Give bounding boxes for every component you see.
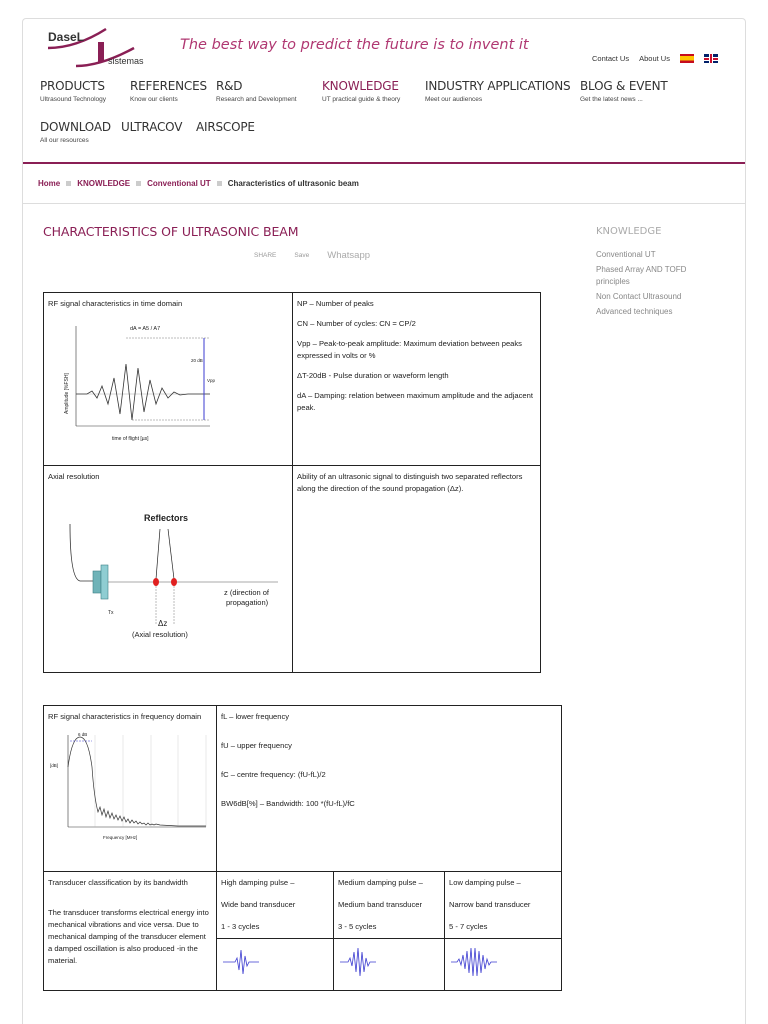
nav-industry-applications[interactable]: INDUSTRY APPLICATIONS Meet our audiences — [425, 79, 571, 103]
bandwidth-classification-cell — [44, 872, 217, 991]
dasel-logo[interactable] — [46, 26, 176, 68]
whatsapp-button[interactable]: Whatsapp — [327, 250, 371, 261]
axial-resolution-definition — [293, 466, 541, 673]
freq-y-label: [dB] — [50, 763, 59, 768]
breadcrumb-home[interactable]: Home — [38, 179, 61, 188]
share-bar — [254, 250, 370, 261]
definition-fl: fL – lower frequency — [221, 712, 290, 721]
medium-damping-cycles: 3 - 5 cycles — [338, 922, 377, 931]
high-damping-label: High damping pulse – — [221, 878, 295, 887]
db6-label: 6 dB — [78, 732, 88, 737]
bandwidth-classification-text: The transducer transforms electrical energy into mechanical vibrations and vice versa. Due to mechanical damping of the transducer element a damped oscillation is also produced -in the material. — [48, 908, 209, 965]
share-label: SHARE — [254, 252, 277, 259]
z-label-line2: propagation) — [226, 598, 269, 607]
db20-label: 20 dB — [191, 358, 203, 363]
high-damping-pulse-icon — [221, 944, 261, 980]
breadcrumb-knowledge[interactable]: KNOWLEDGE — [77, 179, 131, 188]
nav-blog-event[interactable]: BLOG & EVENT Get the latest news ... — [580, 79, 668, 103]
narrow-band-label: Narrow band transducer — [449, 900, 531, 909]
axial-resolution-cell — [44, 466, 293, 673]
low-damping-label: Low damping pulse – — [449, 878, 521, 887]
bandwidth-classification-title: Transducer classification by its bandwidth — [48, 878, 188, 887]
time-domain-title: RF signal characteristics in time domain — [48, 299, 183, 308]
time-domain-table — [43, 292, 541, 673]
sidebar-item-advanced[interactable]: Advanced techniques — [596, 307, 673, 316]
nav-airscope[interactable]: AIRSCOPE — [196, 120, 255, 134]
breadcrumb-separator — [66, 181, 71, 186]
low-damping-pulse-icon — [449, 944, 499, 980]
medium-damping-pulse-cell — [334, 939, 445, 991]
about-link[interactable]: About Us — [639, 54, 670, 63]
definition-bw: BW6dB[%] – Bandwidth: 100 *(fU-fL)/fC — [221, 799, 355, 808]
definition-vpp: Vpp – Peak-to-peak amplitude: Maximum deviation between peaks expressed in volts or % — [297, 339, 522, 360]
definition-da: dA – Damping: relation between maximum amplitude and the adjacent peak. — [297, 391, 533, 412]
time-x-label: time of flight [µs] — [112, 436, 149, 442]
frequency-domain-figure — [48, 727, 208, 842]
contact-link[interactable]: Contact Us — [592, 54, 630, 63]
definition-fc: fC – centre frequency: (fU-fL)/2 — [221, 770, 326, 779]
uk-flag-icon[interactable] — [704, 54, 718, 63]
breadcrumb-separator — [136, 181, 141, 186]
medium-damping-label: Medium damping pulse – — [338, 878, 423, 887]
tagline: The best way to predict the future is to invent it — [180, 37, 529, 53]
reflectors-label: Reflectors — [144, 513, 189, 523]
time-y-label: Amplitude [%FSH] — [64, 373, 70, 414]
medium-damping-cell — [334, 872, 445, 939]
save-button[interactable]: Save — [294, 252, 310, 259]
time-domain-figure — [62, 316, 237, 446]
high-damping-cycles: 1 - 3 cycles — [221, 922, 260, 931]
sidebar-item-non-contact[interactable]: Non Contact Ultrasound — [596, 292, 682, 301]
nav-divider — [23, 162, 745, 164]
nav-rnd[interactable]: R&D Research and Development — [216, 79, 297, 103]
wide-band-label: Wide band transducer — [221, 900, 296, 909]
nav-references[interactable]: REFERENCES Know our clients — [130, 79, 207, 103]
high-damping-cell — [217, 872, 334, 939]
nav-products[interactable]: PRODUCTS Ultrasound Technology — [40, 79, 107, 103]
logo-text-bottom: sistemas — [108, 56, 144, 66]
logo-text-top: DaseL — [48, 30, 85, 44]
breadcrumb-separator — [217, 181, 222, 186]
frequency-domain-title: RF signal characteristics in frequency domain — [48, 712, 202, 721]
top-links — [592, 54, 718, 63]
damping-formula: dA = A5 / A7 — [130, 326, 161, 332]
low-damping-cycles: 5 - 7 cycles — [449, 922, 488, 931]
frequency-domain-definitions — [217, 706, 562, 872]
tx-label: Tx — [108, 610, 114, 616]
definition-np: NP – Number of peaks — [297, 299, 374, 308]
breadcrumb-current: Characteristics of ultrasonic beam — [227, 179, 359, 188]
sidebar — [596, 226, 706, 321]
definition-fu: fU – upper frequency — [221, 741, 292, 750]
spanish-flag-icon[interactable] — [680, 54, 694, 63]
axial-resolution-figure — [48, 489, 288, 649]
page-title: CHARACTERISTICS OF ULTRASONIC BEAM — [43, 224, 299, 239]
breadcrumb-conventional-ut[interactable]: Conventional UT — [147, 179, 211, 188]
breadcrumb — [38, 179, 359, 188]
nav-knowledge[interactable]: KNOWLEDGE UT practical guide & theory — [322, 79, 401, 103]
breadcrumb-divider — [23, 203, 745, 204]
definition-dt: ΔT-20dB - Pulse duration or waveform length — [297, 371, 449, 380]
vpp-label: Vpp — [207, 378, 216, 383]
low-damping-pulse-cell — [445, 939, 562, 991]
time-domain-definitions — [293, 293, 541, 466]
sidebar-item-phased-array[interactable]: Phased Array AND TOFD principles — [596, 265, 687, 286]
axial-resolution-title: Axial resolution — [48, 472, 100, 481]
sidebar-item-conventional-ut[interactable]: Conventional UT — [596, 250, 656, 259]
medium-damping-pulse-icon — [338, 944, 378, 980]
axial-label: (Axial resolution) — [132, 630, 188, 639]
axial-resolution-text: Ability of an ultrasonic signal to distinguish two separated reflectors along the direction of the sound propagation (Δz). — [297, 472, 523, 493]
frequency-domain-cell — [44, 706, 217, 872]
z-label-line1: z (direction of — [224, 588, 270, 597]
delta-z-label: Δz — [158, 619, 168, 628]
definition-cn: CN – Number of cycles: CN = CP/2 — [297, 319, 416, 328]
frequency-domain-table — [43, 705, 562, 991]
high-damping-pulse-cell — [217, 939, 334, 991]
nav-ultracov[interactable]: ULTRACOV — [121, 120, 183, 134]
sidebar-heading: KNOWLEDGE — [596, 226, 662, 237]
medium-band-label: Medium band transducer — [338, 900, 422, 909]
nav-download[interactable]: DOWNLOAD All our resources — [40, 120, 111, 144]
low-damping-cell — [445, 872, 562, 939]
freq-x-label: Frequency [MHz] — [103, 835, 138, 840]
time-domain-cell — [44, 293, 293, 466]
